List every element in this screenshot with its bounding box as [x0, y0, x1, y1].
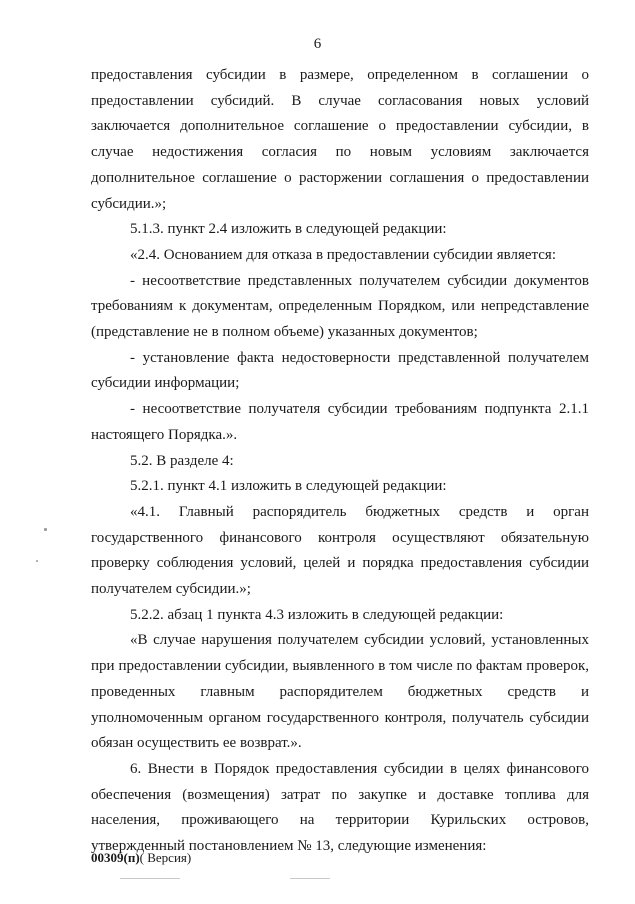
paragraph: - несоответствие получателя субсидии требованиям подпункта 2.1.1 настоящего Порядка.». [91, 401, 589, 443]
page-number: 6 [313, 36, 322, 52]
scan-speck [290, 878, 330, 879]
paragraph: - установление факта недостоверности представленной получателем субсидии информации; [91, 349, 589, 392]
scan-speck [44, 528, 47, 531]
paragraph: предоставления субсидии в размере, определенном в соглашении о предоставлении субсидий. В случае согласования новых условий заключается дополнительное соглашение о предоставлении субсидии, в случае недостижения согласия по новым условиям заключается дополнительное соглашение о расторжении соглашения о предоставлении субсидии.»; [91, 67, 589, 212]
document-body [91, 63, 589, 860]
paragraph: 5.2. В разделе 4: [130, 452, 234, 469]
paragraph: «В случае нарушения получателем субсидии условий, установленных при предоставлении субсидии, выявленного в том числе по фактам проверок, проведенных главным распорядителем бюджетных средств и уполномоченным органом государственного контроля, получатель субсидии обязан осуществить ее возврат.». [91, 632, 589, 752]
paragraph: «4.1. Главный распорядитель бюджетных средств и орган государственного финансового контроля осуществляют обязательную проверку соблюдения условий, целей и порядка предоставления субсидии получателем субсидии.»; [91, 503, 589, 598]
document-code: 00309(п) [91, 850, 140, 865]
document-footer [91, 850, 191, 866]
paragraph: 5.2.2. абзац 1 пункта 4.3 изложить в следующей редакции: [130, 606, 504, 623]
paragraph: - несоответствие представленных получателем субсидии документов требованиям к документам, определенным Порядком, или непредставление (представление не в полном объеме) указанных документов; [91, 272, 589, 341]
paragraph: 5.1.3. пункт 2.4 изложить в следующей редакции: [130, 221, 447, 238]
scan-speck [36, 560, 38, 562]
paragraph: «2.4. Основанием для отказа в предоставлении субсидии является: [130, 246, 556, 263]
scan-speck [120, 878, 180, 879]
document-version: ( Версия) [139, 850, 192, 865]
paragraph: 5.2.1. пункт 4.1 изложить в следующей редакции: [130, 478, 447, 495]
paragraph: 6. Внести в Порядок предоставления субсидии в целях финансового обеспечения (возмещения) затрат по закупке и доставке топлива для населения, проживающего на территории Курильских островов, утвержденный постановлением № 13, следующие изменения: [91, 760, 589, 855]
